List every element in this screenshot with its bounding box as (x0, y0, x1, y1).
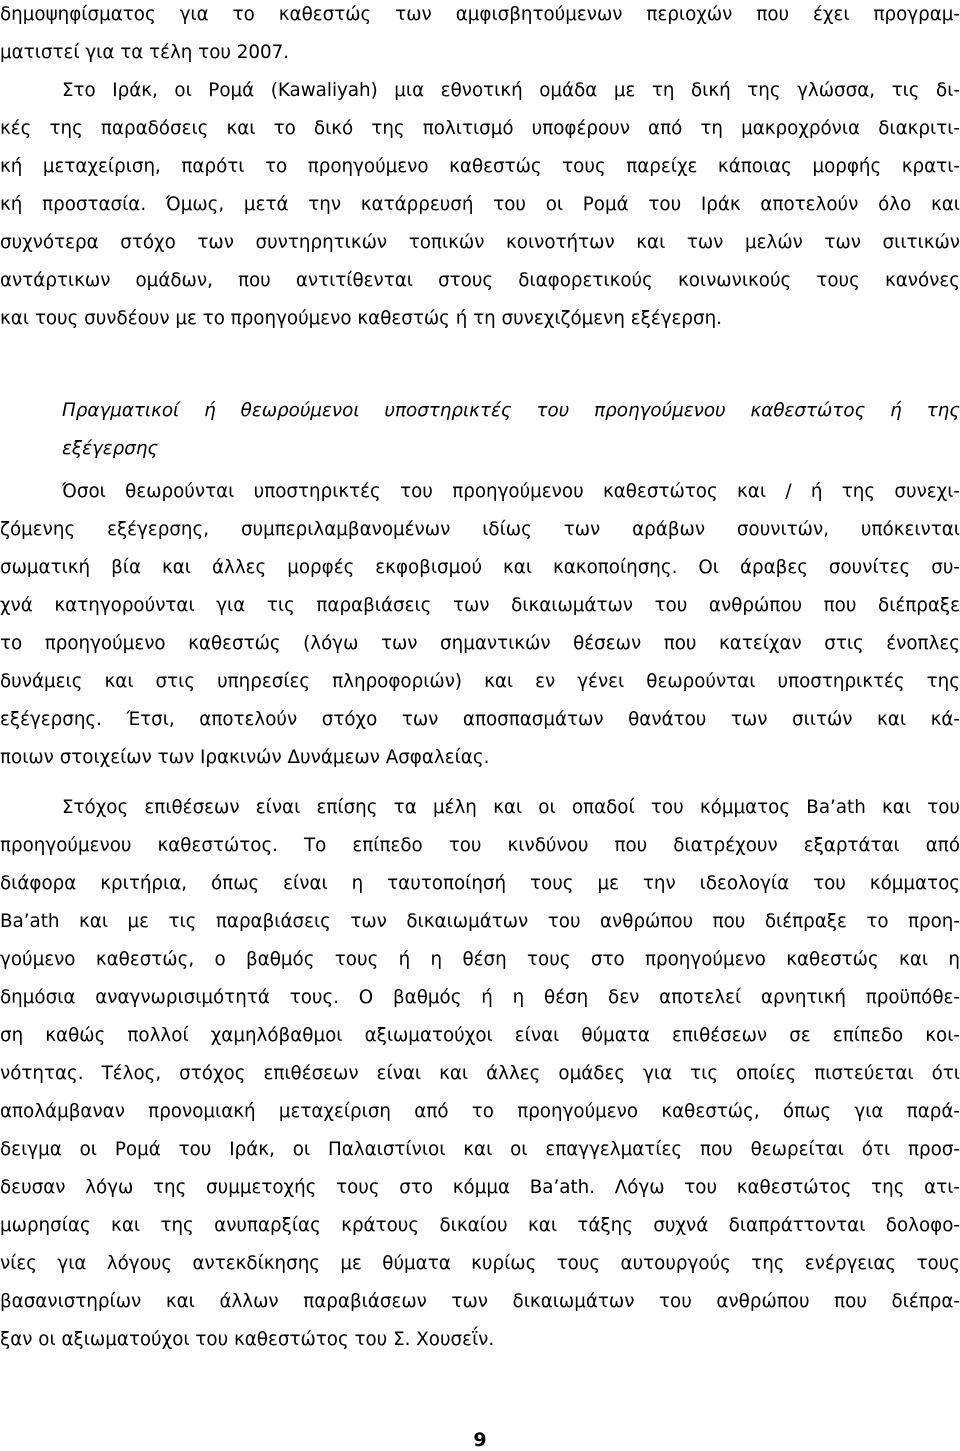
text-line: δειγμα οι Ρομά του Ιράκ, οι Παλαιστίνιοι και οι επαγγελματίες που θεωρείται ότι προσ- (0, 1139, 960, 1160)
text-line: κή μεταχείριση, παρότι το προηγούμενο καθεστώς τους παρείχε κάποιας μορφής κρατι- (0, 156, 960, 177)
text-line: κές της παραδόσεις και το δικό της πολιτισμό υποφέρουν από τη μακροχρόνια διακριτι- (0, 118, 960, 139)
text-line: Όσοι θεωρούνται υποστηρικτές του προηγούμενου καθεστώτος και / ή της συνεχι- (62, 481, 960, 502)
text-line: νότητας. Τέλος, στόχος επιθέσεων είναι και άλλες ομάδες για τις οποίες πιστεύεται ότι (0, 1063, 960, 1084)
text-line: Ba’ath και με τις παραβιάσεις των δικαιωμάτων του ανθρώπου που διέπραξε το προη- (0, 911, 960, 932)
text-line: ση καθώς πολλοί χαμηλόβαθμοι αξιωματούχοι είναι θύματα επιθέσεων σε επίπεδο κοι- (0, 1025, 960, 1046)
text-line: Στο Ιράκ, οι Ρομά (Kawaliyah) μια εθνοτική ομάδα με τη δική της γλώσσα, τις δι- (62, 80, 960, 101)
text-line: απολάμβαναν προνομιακή μεταχείριση από το προηγούμενο καθεστώς, όπως για παρά- (0, 1101, 960, 1122)
text-line: δευσαν λόγω της συμμετοχής τους στο κόμμα Ba’ath. Λόγω του καθεστώτος της ατι- (0, 1177, 960, 1198)
text-line: μωρησίας και της ανυπαρξίας κράτους δικαίου και τάξης συχνά διαπράττονται δολοφο- (0, 1215, 960, 1236)
text-line: δημοψηφίσματος για το καθεστώς των αμφισβητούμενων περιοχών που έχει προγραμ- (0, 4, 960, 25)
text-line: εξέγερσης. Έτσι, αποτελούν στόχο των αποσπασμάτων θανάτου των σιιτών και κά- (0, 709, 960, 730)
text-line: ζόμενης εξέγερσης, συμπεριλαμβανομένων ιδίως των αράβων σουνιτών, υπόκεινται (0, 519, 960, 540)
text-line: συχνότερα στόχο των συντηρητικών τοπικών κοινοτήτων και των μελών των σιιτικών (0, 232, 960, 253)
text-line: ποιων στοιχείων των Ιρακινών Δυνάμεων Ασφαλείας. (0, 747, 490, 768)
text-line: ματιστεί για τα τέλη του 2007. (0, 42, 290, 63)
text-line: δυνάμεις και στις υπηρεσίες πληροφοριών) και εν γένει θεωρούνται υποστηρικτές της (0, 671, 960, 692)
text-line: χνά κατηγορούνται για τις παραβιάσεις των δικαιωμάτων του ανθρώπου που διέπραξε (0, 595, 960, 616)
text-line: το προηγούμενο καθεστώς (λόγω των σημαντικών θέσεων που κατείχαν στις ένοπλες (0, 633, 960, 654)
text-line: αντάρτικων ομάδων, που αντιτίθενται στους διαφορετικούς κοινωνικούς τους κανόνες (0, 270, 960, 291)
text-line: βασανιστηρίων και άλλων παραβιάσεων των δικαιωμάτων του ανθρώπου που διέπρα- (0, 1291, 960, 1312)
text-line: γούμενο καθεστώς, ο βαθμός τους ή η θέση τους στο προηγούμενο καθεστώς και η (0, 949, 960, 970)
text-line: και τους συνδέουν με το προηγούμενο καθεστώς ή τη συνεχιζόμενη εξέγερση. (0, 308, 723, 329)
heading-line: Πραγματικοί ή θεωρούμενοι υποστηρικτές του προηγούμενου καθεστώτος ή της (62, 400, 960, 421)
text-line: δημόσια αναγνωρισιμότητά τους. Ο βαθμός ή η θέση δεν αποτελεί αρνητική προϋπόθε- (0, 987, 960, 1008)
page-number: 9 (473, 1429, 487, 1451)
text-line: νίες για λόγους αντεκδίκησης με θύματα κυρίως τους αυτουργούς της ενέργειας τους (0, 1253, 960, 1274)
text-line: Στόχος επιθέσεων είναι επίσης τα μέλη και οι οπαδοί του κόμματος Ba’ath και του (62, 797, 960, 818)
text-line: σωματική βία και άλλες μορφές εκφοβισμού και κακοποίησης. Οι άραβες σουνίτες συ- (0, 557, 960, 578)
text-line: προηγούμενου καθεστώτος. Το επίπεδο του κινδύνου που διατρέχουν εξαρτάται από (0, 835, 960, 856)
text-line: διάφορα κριτήρια, όπως είναι η ταυτοποίησή τους με την ιδεολογία του κόμματος (0, 873, 960, 894)
heading-line: εξέγερσης (62, 438, 159, 459)
text-line: ξαν οι αξιωματούχοι του καθεστώτος του Σ. Χουσεΐν. (0, 1329, 495, 1350)
text-line: κή προστασία. Όμως, μετά την κατάρρευσή του οι Ρομά του Ιράκ αποτελούν όλο και (0, 194, 960, 215)
